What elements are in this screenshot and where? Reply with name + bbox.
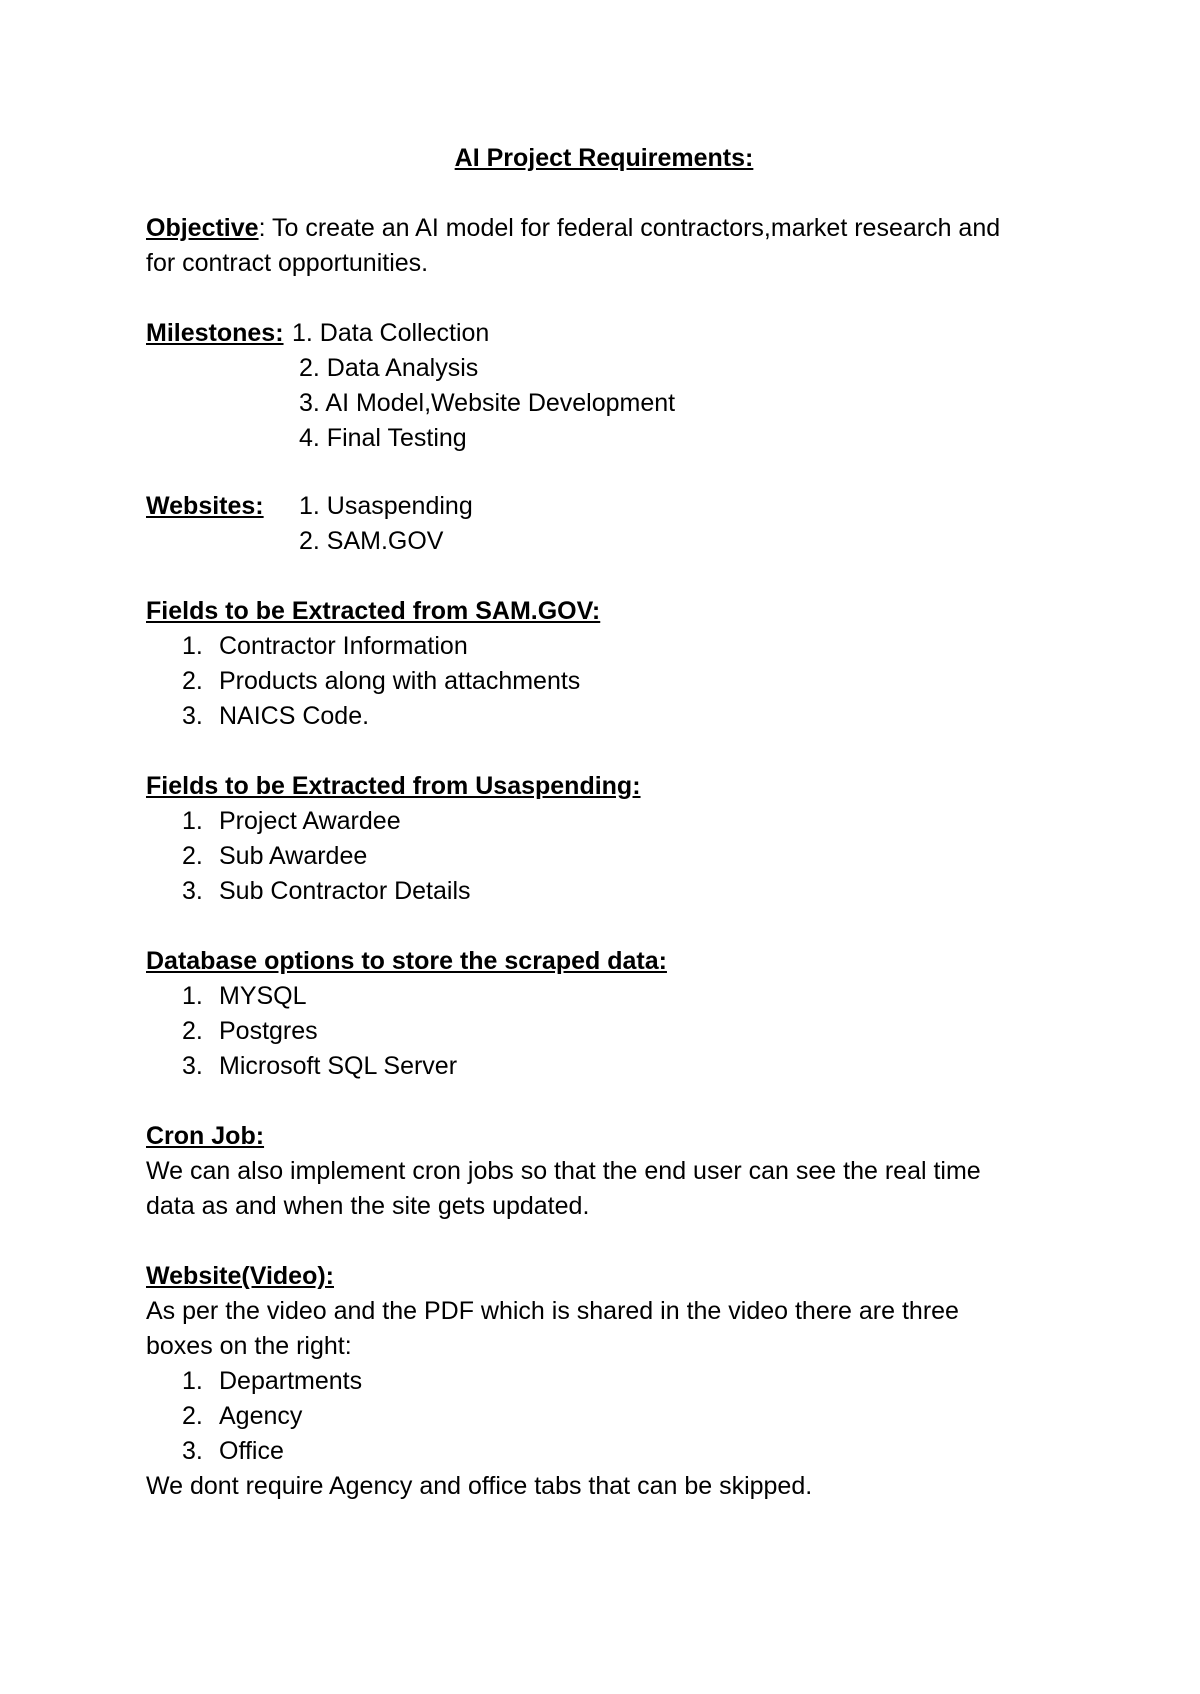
list-number: 3. [182, 877, 203, 905]
document-title: AI Project Requirements: [454, 144, 754, 172]
cron-section [146, 1119, 1066, 1224]
sam-fields-section [146, 594, 1066, 734]
list-item [146, 664, 1066, 699]
website-item: 1. Usaspending [299, 492, 473, 520]
list-number: 3. [182, 702, 203, 730]
list-text: Office [219, 1437, 284, 1465]
list-item [146, 629, 1066, 664]
list-item [146, 1399, 1066, 1434]
list-text: Microsoft SQL Server [219, 1052, 458, 1080]
list-item [146, 1364, 1066, 1399]
cron-text-line1: We can also implement cron jobs so that the end user can see the real time [146, 1157, 981, 1185]
list-text: Departments [219, 1367, 363, 1395]
list-item [146, 804, 1066, 839]
website-video-section [146, 1259, 1066, 1504]
list-item [146, 699, 1066, 734]
cron-text-line2: data as and when the site gets updated. [146, 1192, 590, 1220]
websites-section [146, 489, 1066, 559]
list-number: 2. [182, 1402, 203, 1430]
list-text: NAICS Code. [219, 702, 370, 730]
list-number: 1. [182, 632, 203, 660]
list-number: 2. [182, 667, 203, 695]
objective-section [146, 211, 1066, 281]
list-text: Products along with attachments [219, 667, 581, 695]
list-number: 3. [182, 1437, 203, 1465]
milestone-item: 3. AI Model,Website Development [299, 389, 676, 417]
database-section [146, 944, 1066, 1084]
list-item [146, 1014, 1066, 1049]
milestone-item: 4. Final Testing [299, 424, 467, 452]
list-text: Contractor Information [219, 632, 468, 660]
list-item [146, 1434, 1066, 1469]
database-heading: Database options to store the scraped data: [146, 947, 667, 975]
objective-text-line2: for contract opportunities. [146, 249, 429, 277]
cron-heading: Cron Job: [146, 1122, 265, 1150]
milestone-item: 2. Data Analysis [299, 354, 479, 382]
list-number: 1. [182, 982, 203, 1010]
usaspending-fields-section [146, 769, 1066, 909]
list-text: Agency [219, 1402, 303, 1430]
website-video-heading: Website(Video): [146, 1262, 334, 1290]
list-text: Project Awardee [219, 807, 401, 835]
website-item: 2. SAM.GOV [299, 527, 444, 555]
list-text: Sub Contractor Details [219, 877, 471, 905]
website-video-closing: We dont require Agency and office tabs that can be skipped. [146, 1472, 813, 1500]
list-item [146, 1049, 1066, 1084]
list-text: Postgres [219, 1017, 318, 1045]
list-item [146, 839, 1066, 874]
list-number: 2. [182, 842, 203, 870]
milestones-section [146, 316, 1066, 456]
list-number: 2. [182, 1017, 203, 1045]
list-number: 3. [182, 1052, 203, 1080]
list-number: 1. [182, 1367, 203, 1395]
sam-fields-heading: Fields to be Extracted from SAM.GOV: [146, 597, 601, 625]
usaspending-fields-heading: Fields to be Extracted from Usaspending: [146, 772, 641, 800]
milestones-label: Milestones: [146, 319, 284, 347]
list-item [146, 979, 1066, 1014]
objective-text-line1: : To create an AI model for federal contractors,market research and [258, 214, 1001, 242]
milestone-item: 1. Data Collection [292, 319, 490, 347]
list-number: 1. [182, 807, 203, 835]
list-item [146, 874, 1066, 909]
website-video-text-line1: As per the video and the PDF which is shared in the video there are three [146, 1297, 959, 1325]
list-text: MYSQL [219, 982, 307, 1010]
document-page [146, 141, 1066, 1504]
list-text: Sub Awardee [219, 842, 368, 870]
websites-label: Websites: [146, 492, 264, 520]
objective-label: Objective [146, 214, 259, 242]
website-video-text-line2: boxes on the right: [146, 1332, 352, 1360]
